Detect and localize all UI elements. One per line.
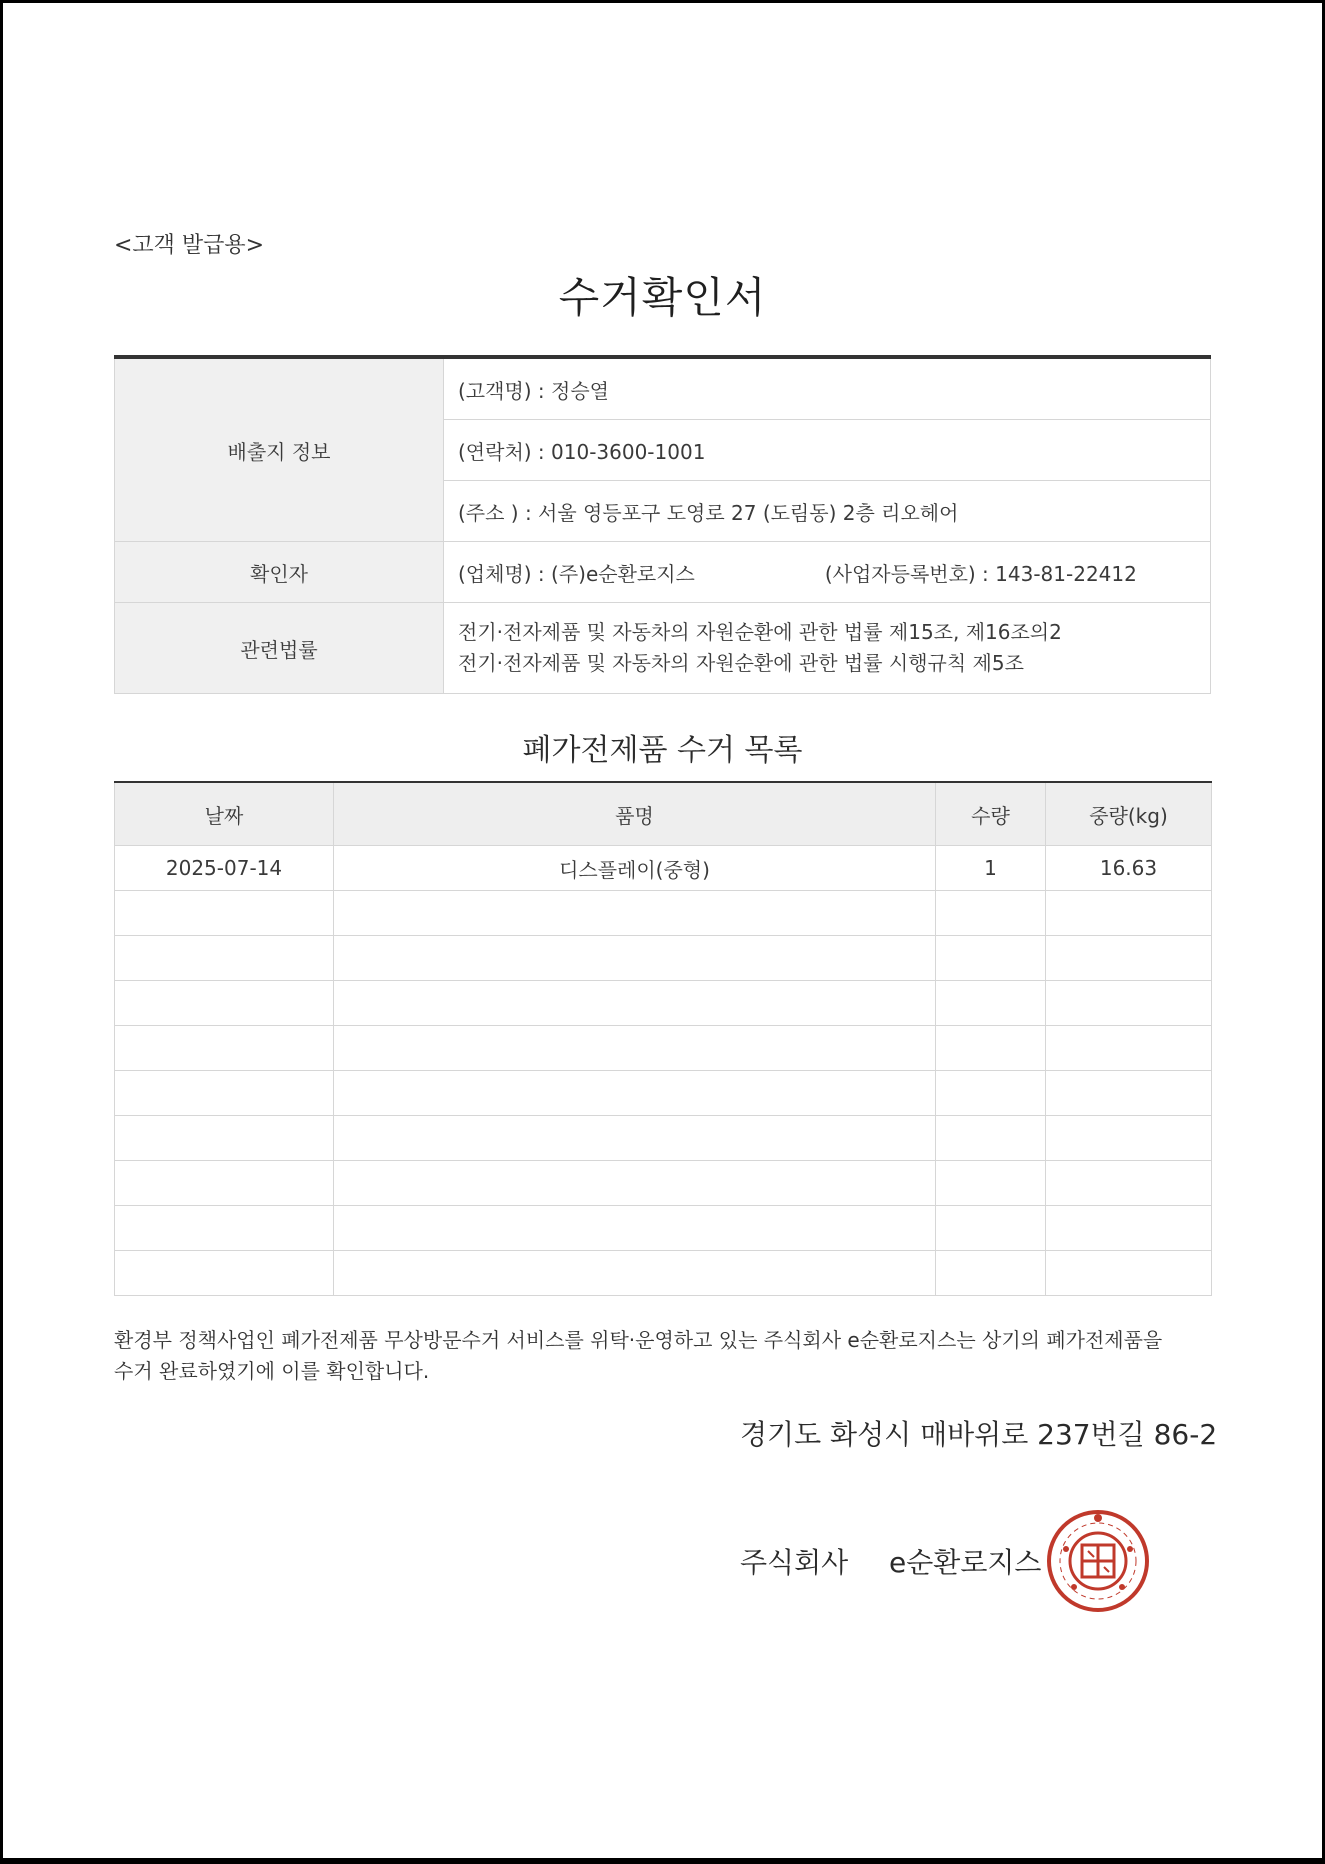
header-quantity: 수량 (936, 782, 1046, 846)
table-row (115, 1251, 1212, 1296)
table-row (115, 1116, 1212, 1161)
cell-quantity (936, 891, 1046, 936)
info-table (114, 355, 1211, 694)
cell-weight (1046, 1026, 1212, 1071)
items-table (114, 781, 1212, 1296)
cell-item-name (334, 936, 936, 981)
table-row (115, 846, 1212, 891)
cell-item-name: 디스플레이(중형) (334, 846, 936, 891)
cell-weight (1046, 1071, 1212, 1116)
customer-address: (주소 ) : 서울 영등포구 도영로 27 (도림동) 2층 리오헤어 (444, 481, 1211, 542)
copy-label: <고객 발급용> (114, 233, 265, 258)
cell-date (115, 1251, 334, 1296)
law-line-2: 전기·전자제품 및 자동차의 자원순환에 관한 법률 시행규칙 제5조 (458, 651, 1024, 675)
cell-quantity (936, 936, 1046, 981)
law-line-1: 전기·전자제품 및 자동차의 자원순환에 관한 법률 제15조, 제16조의2 (458, 620, 1062, 644)
cell-quantity (936, 1251, 1046, 1296)
header-date: 날짜 (115, 782, 334, 846)
confirmer-info (444, 542, 1211, 603)
cell-item-name (334, 1161, 936, 1206)
law-text (444, 603, 1211, 694)
discharge-info-label: 배출지 정보 (115, 357, 444, 542)
cell-date (115, 891, 334, 936)
cell-weight (1046, 1116, 1212, 1161)
table-row (115, 981, 1212, 1026)
cell-date (115, 936, 334, 981)
cell-weight (1046, 1161, 1212, 1206)
statement-line-1: 환경부 정책사업인 폐가전제품 무상방문수거 서비스를 위탁·운영하고 있는 주식회사 e순환로지스는 상기의 폐가전제품을 (114, 1328, 1163, 1352)
cell-weight (1046, 1251, 1212, 1296)
cell-quantity (936, 1116, 1046, 1161)
header-weight: 중량(kg) (1046, 782, 1212, 846)
table-row (115, 936, 1212, 981)
customer-contact: (연락처) : 010-3600-1001 (444, 420, 1211, 481)
cell-item-name (334, 891, 936, 936)
customer-name: (고객명) : 정승열 (444, 357, 1211, 420)
table-row (115, 1071, 1212, 1116)
cell-item-name (334, 1026, 936, 1071)
cell-date (115, 1206, 334, 1251)
table-row (115, 1206, 1212, 1251)
cell-weight (1046, 936, 1212, 981)
company-name: (업체명) : (주)e순환로지스 (458, 561, 695, 586)
cell-item-name (334, 1071, 936, 1116)
confirmation-statement (114, 1325, 1214, 1387)
cell-weight: 16.63 (1046, 846, 1212, 891)
cell-weight (1046, 1206, 1212, 1251)
cell-quantity (936, 1161, 1046, 1206)
table-row (115, 891, 1212, 936)
cell-date (115, 1071, 334, 1116)
cell-item-name (334, 981, 936, 1026)
cell-quantity (936, 1206, 1046, 1251)
list-title: 폐가전제품 수거 목록 (522, 733, 803, 768)
cell-item-name (334, 1116, 936, 1161)
company-name: e순환로지스 (889, 1546, 1042, 1579)
cell-date (115, 981, 334, 1026)
company-address: 경기도 화성시 매바위로 237번길 86-2 (740, 1418, 1218, 1451)
cell-weight (1046, 891, 1212, 936)
cell-quantity (936, 1071, 1046, 1116)
document-title: 수거확인서 (558, 273, 767, 322)
table-row (115, 1026, 1212, 1071)
cell-date: 2025-07-14 (115, 846, 334, 891)
statement-line-2: 수거 완료하였기에 이를 확인합니다. (114, 1359, 430, 1383)
law-label: 관련법률 (115, 603, 444, 694)
company-seal-icon (1046, 1509, 1150, 1613)
table-row (115, 1161, 1212, 1206)
cell-date (115, 1161, 334, 1206)
company-prefix: 주식회사 (740, 1546, 849, 1579)
cell-quantity (936, 1026, 1046, 1071)
cell-date (115, 1026, 334, 1071)
confirmer-label: 확인자 (115, 542, 444, 603)
document-page (3, 3, 1322, 1858)
header-item-name: 품명 (334, 782, 936, 846)
business-number: (사업자등록번호) : 143-81-22412 (824, 561, 1137, 586)
cell-quantity: 1 (936, 846, 1046, 891)
table-header-row (115, 782, 1212, 846)
cell-item-name (334, 1251, 936, 1296)
cell-quantity (936, 981, 1046, 1026)
cell-weight (1046, 981, 1212, 1026)
cell-date (115, 1116, 334, 1161)
cell-item-name (334, 1206, 936, 1251)
